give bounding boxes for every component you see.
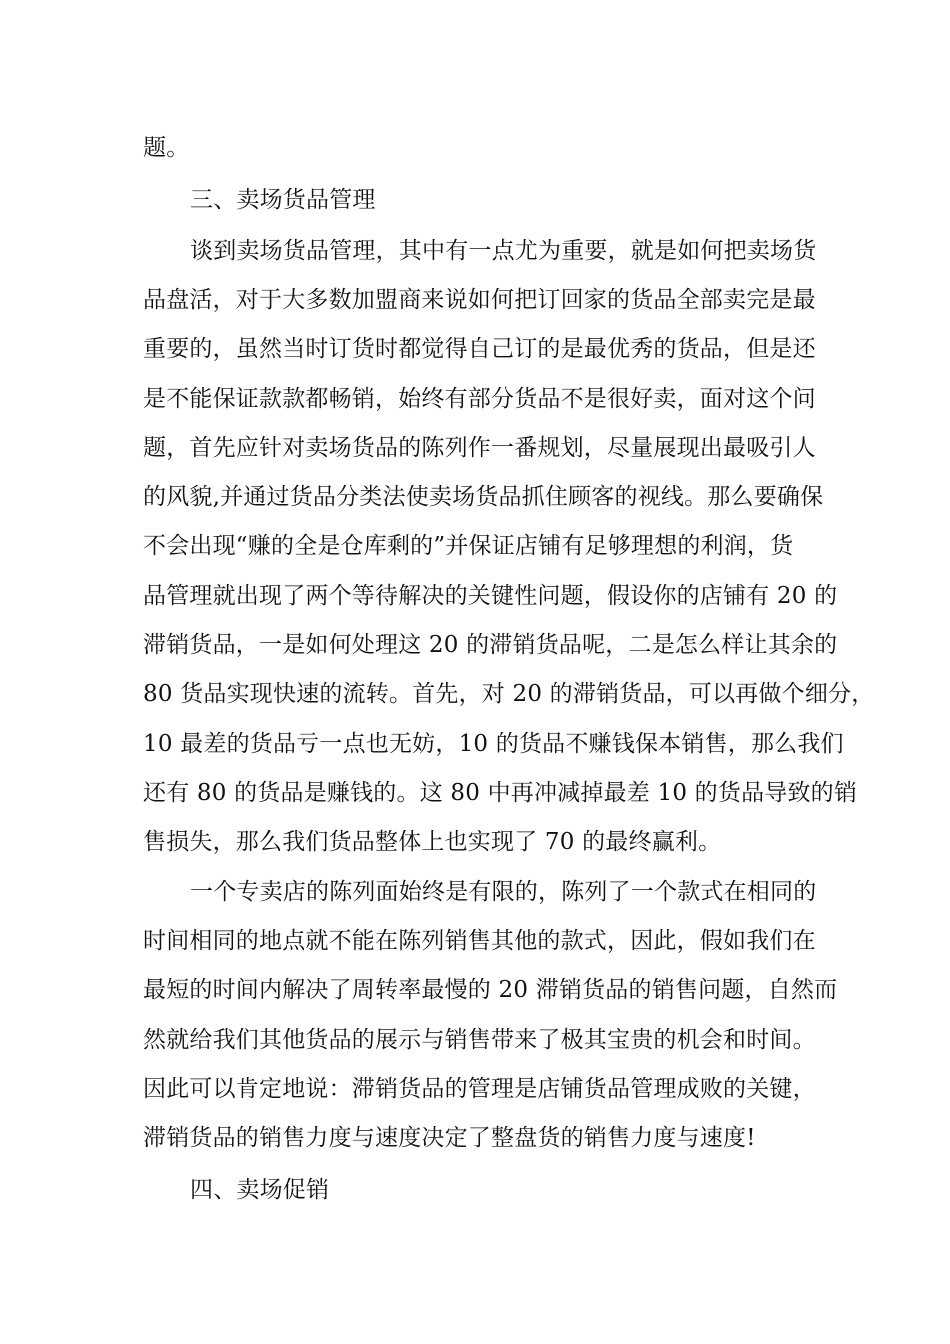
section-heading: 三、卖场货品管理 (190, 187, 376, 213)
text-line: 时间相同的地点就不能在陈列销售其他的款式，因此，假如我们在 (143, 928, 816, 954)
text-line: 滞销货品的销售力度与速度决定了整盘货的销售力度与速度! (143, 1125, 756, 1151)
text-line: 滞销货品，一是如何处理这 20 的滞销货品呢，二是怎么样让其余的 (143, 632, 838, 658)
text-line: 是不能保证款款都畅销，始终有部分货品不是很好卖，面对这个问 (143, 386, 816, 412)
text-line: 品盘活，对于大多数加盟商来说如何把订回家的货品全部卖完是最 (143, 287, 816, 313)
text-line: 然就给我们其他货品的展示与销售带来了极其宝贵的机会和时间。 (143, 1027, 816, 1053)
text-line: 10 最差的货品亏一点也无妨，10 的货品不赚钱保本销售，那么我们 (143, 731, 844, 757)
text-line: 最短的时间内解决了周转率最慢的 20 滞销货品的销售问题，自然而 (143, 977, 838, 1003)
text-line: 品管理就出现了两个等待解决的关键性问题，假设你的店铺有 20 的 (143, 583, 838, 609)
text-line: 售损失，那么我们货品整体上也实现了 70 的最终赢利。 (143, 829, 722, 855)
text-line: 的风貌,并通过货品分类法使卖场货品抓住顾客的视线。那么要确保 (143, 484, 824, 510)
text-line: 题。 (143, 135, 190, 161)
text-line: 谈到卖场货品管理，其中有一点尤为重要，就是如何把卖场货 (190, 238, 817, 264)
text-line: 80 货品实现快速的流转。首先，对 20 的滞销货品，可以再做个细分， (143, 681, 875, 707)
section-heading: 四、卖场促销 (190, 1177, 330, 1203)
text-line: 还有 80 的货品是赚钱的。这 80 中再冲减掉最差 10 的货品导致的销 (143, 780, 858, 806)
text-line: 不会出现“赚的全是仓库剩的”并保证店铺有足够理想的利润，货 (143, 533, 794, 559)
text-line: 因此可以肯定地说：滞销货品的管理是店铺货品管理成败的关键， (143, 1076, 816, 1102)
text-line: 题，首先应针对卖场货品的陈列作一番规划，尽量展现出最吸引人 (143, 435, 816, 461)
text-line: 重要的，虽然当时订货时都觉得自己订的是最优秀的货品，但是还 (143, 336, 816, 362)
text-line: 一个专卖店的陈列面始终是有限的，陈列了一个款式在相同的 (190, 879, 817, 905)
